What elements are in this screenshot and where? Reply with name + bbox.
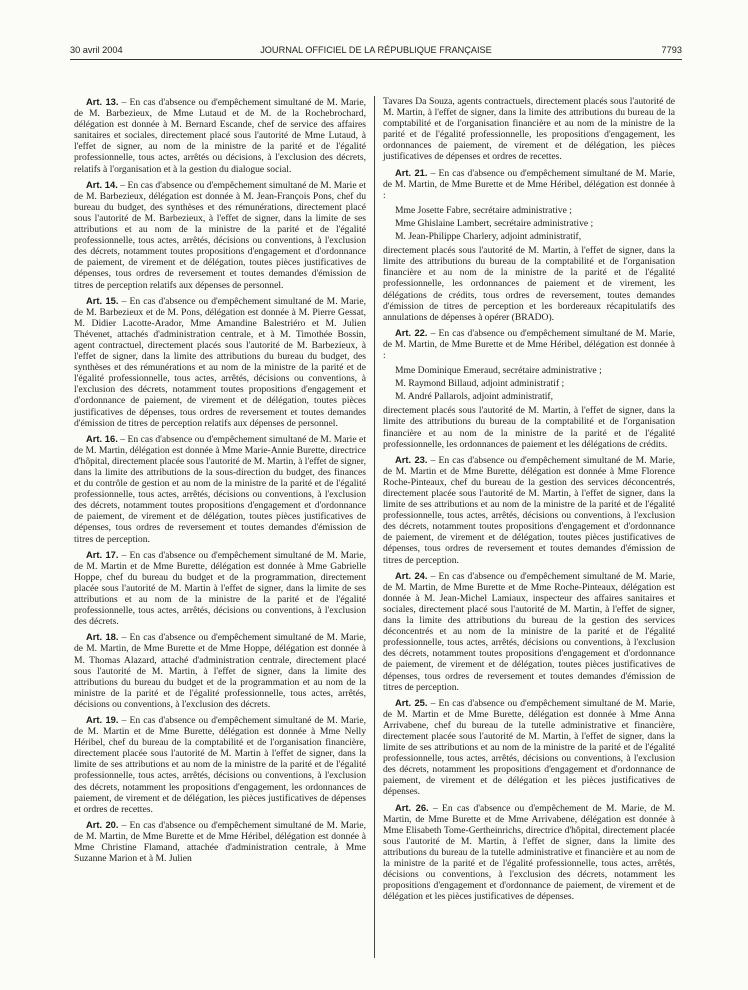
article-text: – En cas d'absence ou d'empêchement de M. Marie, de M. Martin, de Mme Burette et de Mme Arrivabene, délégation est donnée à Mme Elisabeth Tome-Gertheinrichs, directrice d'hôpital, directement placée sous l'autorité de M. Martin, à l'effet de signer, dans la limite des attributions du bureau de la tutelle administrative et financière et au nom de la ministre de la parité et de l'égalité professionnelle, tous actes, arrêtés, décisions ou conventions, à l'exclusion des décrets, notamment les propositions d'engagement et d'ordonnance de paiement, de virement et de délégation et les pièces justificatives de dépenses. xyxy=(383,802,675,903)
article-text: – En cas d'absence ou d'empêchement simultané de M. Marie, de M. Martin, de Mme Burette et de Mme Héribel, délégation est donnée à Mme Christine Flamand, attachée d'administration centrale, à Mme Suzanne Marion et à M. Julien xyxy=(74,819,366,865)
article-text: – En cas d'absence ou d'empêchement simultané de M. Marie et de M. Barbezieux, délégation est donnée à M. Jean-François Pons, chef du bureau du budget, des synthèses et des rémunérations, directement placé sous l'autorité de M. Barbezieux, à l'effet de signer, dans la limite de ses attributions et au nom de la ministre de la parité et de l'égalité professionnelle, tous actes, arrêtés, décisions ou conventions, à l'exclusion des décrets, notamment toutes propositions d'engagement et d'ordonnance de paiement, de virement et de délégation, toutes pièces justificatives de dépenses, tous ordres de reversement et toutes demandes d'émission de titres de perception relatifs aux dépenses de personnel. xyxy=(74,179,366,291)
article-paragraph xyxy=(74,631,366,710)
article-text: – En cas d'absence ou d'empêchement simultané de M. Marie, de M. Martin et de Mme Burette, délégation est donnée à Mme Florence Roche-Pinteaux, chef du bureau de la gestion des services déconcentrés, directement placée sous l'autorité de M. Martin, à l'effet de signer, dans la limite de ses attributions et au nom de la ministre de la parité et de l'égalité professionnelle, tous actes, arrêtés, décisions ou conventions, à l'exclusion des décrets, notamment toutes propositions d'engagement et d'ordonnance de paiement, de virement et de délégation, toutes pièces justificatives de dépenses, tous ordres de reversement et toutes demandes d'émission de titres de perception. xyxy=(383,454,675,566)
article-paragraph xyxy=(74,295,366,429)
article-paragraph xyxy=(383,327,675,361)
article-text: – En cas d'absence ou d'empêchement simultané de M. Marie, de M. Martin, de Mme Burette et de Mme Roche-Pinteaux, délégation est donnée à M. Jean-Michel Lamiaux, inspecteur des affaires sanitaires et sociales, directement placé sous l'autorité de M. Martin, à l'effet de signer, dans la limite des attributions du bureau de la gestion des services déconcentrés et au nom de la ministre de la parité et de l'égalité professionnelle, tous actes, arrêtés, décisions ou conventions, à l'exclusion des décrets, notamment toutes propositions d'engagement et d'ordonnance de paiement, de virement et de délégation, toutes pièces justificatives de dépenses, tous ordres de reversement et toutes demandes d'émission de titres de perception. xyxy=(383,570,675,693)
delegate-list-item: M. Raymond Billaud, adjoint administratif ; xyxy=(395,378,565,390)
article-number: Art. 14. xyxy=(86,178,118,190)
article-number: Art. 26. xyxy=(395,801,429,813)
article-paragraph xyxy=(74,549,366,628)
continued-paragraph: directement placés sous l'autorité de M. Martin, à l'effet de signer, dans la limite des attributions du bureau de la comptabilité et de l'organisation financière et au nom de la ministre de la parité et de l'égalité professionnelle, les ordonnances de paiement et de virement, les délégations de crédits, tous ordres de reversement, toutes demandes d'émission de titres de perception et les bordereaux récapitulatifs des annulations de dépenses à opérer (BRADO). xyxy=(383,245,675,323)
article-text: – En cas d'absence ou d'empêchement simultané de M. Marie, de M. Martin, de Mme Burette et de Mme Hoppe, délégation est donnée à M. Thomas Alazard, attaché d'administration centrale, directement placé sous l'autorité de M. Martin, à l'effet de signer, dans la limite des attributions du bureau du budget et de la programmation et au nom de la ministre de la parité et de l'égalité professionnelle, tous actes, arrêtés, décisions ou conventions, à l'exclusion des décrets. xyxy=(74,632,366,710)
delegate-list-item: M. Jean-Philippe Charlery, adjoint administratif, xyxy=(395,231,582,243)
article-paragraph xyxy=(383,697,675,798)
article-number: Art. 16. xyxy=(86,432,118,444)
article-paragraph xyxy=(74,179,366,291)
article-text: – En cas d'absence ou d'empêchement simultané de M. Marie, de M. Martin et de Mme Burette, délégation est donnée à Mme Nelly Héribel, chef du bureau de la comptabilité et de l'organisation financière, directement placée sous l'autorité de M. Martin à l'effet de signer, dans la limite de ses attributions et au nom de la ministre de la parité et de l'égalité professionnelle, tous actes, arrêtés, décisions ou conventions, à l'exclusion des décrets, notamment les propositions d'engagement, les ordonnances de paiement, de virement et de délégation, les pièces justificatives de dépenses et ordres de recettes. xyxy=(74,714,366,815)
delegate-list-item: Mme Ghislaine Lambert, secrétaire administrative ; xyxy=(395,217,594,229)
article-number: Art. 20. xyxy=(86,818,119,830)
article-paragraph xyxy=(383,570,675,693)
header-title: JOURNAL OFFICIEL DE LA RÉPUBLIQUE FRANÇAISE xyxy=(260,45,492,55)
left-column xyxy=(74,96,366,868)
article-paragraph xyxy=(383,167,675,201)
article-text: – En cas d'absence ou d'empêchement simultané de M. Marie, de M. Martin, de Mme Burette et de Mme Héribel, délégation est donnée à : xyxy=(383,327,675,361)
article-number: Art. 13. xyxy=(86,96,119,107)
article-number: Art. 23. xyxy=(395,453,428,465)
article-paragraph xyxy=(74,96,366,175)
article-paragraph xyxy=(74,433,366,545)
header-rule xyxy=(70,59,682,60)
delegate-list-item: Mme Dominique Emeraud, secrétaire administrative ; xyxy=(395,365,602,377)
delegate-list-item: M. André Pallarols, adjoint administratif, xyxy=(395,391,554,403)
article-text: – En cas d'absence ou d'empêchement simultané de M. Marie, de M. Martin et de Mme Burette, délégation est donnée à Mme Anna Arrivabene, chef du bureau de la tutelle administrative et financière, directement placée sous l'autorité de M. Martin, à l'effet de signer, dans la limite de ses attributions et au nom de la ministre de la parité et de l'égalité professionnelle, tous actes, arrêtés, décisions ou conventions, à l'exclusion des décrets, notamment les propositions d'engagement et d'ordonnance de paiement, de virement et de délégation et les pièces justificatives de dépenses. xyxy=(383,697,675,798)
article-text: – En cas d'absence ou d'empêchement simultané de M. Marie et de M. Martin, délégation est donnée à Mme Marie-Annie Burette, directrice d'hôpital, directement placée sous l'autorité de M. Martin, à l'effet de signer, dans la limite des attributions de la sous-direction du budget, des finances et du contrôle de gestion et au nom de la ministre de la parité et de l'égalité professionnelle, tous actes, arrêtés, décisions ou conventions, à l'exclusion des décrets, notamment toutes propositions d'engagement et d'ordonnance de paiement, de virement et de délégation, toutes pièces justificatives de dépenses, tous ordres de reversement et toutes demandes d'émission de titres de perception. xyxy=(74,433,366,545)
article-number: Art. 25. xyxy=(395,696,428,708)
article-text: – En cas d'absence ou d'empêchement simultané de M. Marie, de M. Barbezieux, de Mme Lutaud et de M. de la Rochebrochard, délégation est donnée à M. Bernard Escande, chef de service des affaires sanitaires et sociales, directement placé sous l'autorité de Mme Lutaud, à l'effet de signer, au nom de la ministre de la parité et de l'égalité professionnelle, tous actes, arrêtés ou décisions, à l'exclusion des décrets, relatifs à l'organisation et à la gestion du dialogue social. xyxy=(74,97,366,175)
article-text: – En cas d'absence ou d'empêchement simultané de M. Marie, de M. Barbezieux et de M. Pons, délégation est donnée à M. Pierre Gessat, M. Didier Lacotte-Arador, Mme Amandine Balestriéro et M. Julien Thévenet, attachés d'administration centrale, et à M. Timothée Bossin, agent contractuel, directement placés sous l'autorité de M. Barbezieux, à l'effet de signer, dans la limite des attributions du bureau du budget, des synthèses et des rémunérations et au nom de la ministre de la parité et de l'égalité professionnelle, tous actes, arrêtés, décisions ou conventions, à l'exclusion des décrets, notamment toutes propositions d'engagement et d'ordonnance de paiement, de virement et de délégation, toutes pièces justificatives de dépenses, tous ordres de reversement et toutes demandes d'émission de titres de perception relatifs aux dépenses de personnel. xyxy=(74,295,366,429)
delegate-list-item: Mme Josette Fabre, secrétaire administrative ; xyxy=(395,204,572,216)
article-number: Art. 18. xyxy=(86,631,119,643)
article-paragraph xyxy=(383,802,675,903)
article-text: – En cas d'absence ou d'empêchement simultané de M. Marie, de M. Martin et de Mme Burette, délégation est donnée à Mme Gabrielle Hoppe, chef du bureau du budget et de la programmation, directement placée sous l'autorité de M. Martin à l'effet de signer, dans la limite de ses attributions et au nom de la ministre de la parité et de l'égalité professionnelle, tous actes, arrêtés, décisions ou conventions, à l'exclusion des décrets. xyxy=(74,549,366,628)
right-column xyxy=(383,96,675,906)
column-divider xyxy=(374,96,375,958)
article-text: – En cas d'absence ou d'empêchement simultané de M. Marie, de M. Martin, de Mme Burette et de Mme Héribel, délégation est donnée à : xyxy=(383,167,675,201)
page-header xyxy=(70,45,682,59)
article-number: Art. 15. xyxy=(86,294,119,306)
article-paragraph xyxy=(74,714,366,815)
article-number: Art. 24. xyxy=(395,569,428,581)
article-number: Art. 22. xyxy=(395,326,428,338)
article-number: Art. 21. xyxy=(395,166,428,178)
header-date: 30 avril 2004 xyxy=(70,45,123,55)
article-number: Art. 17. xyxy=(86,548,119,560)
continued-paragraph: Tavares Da Souza, agents contractuels, directement placés sous l'autorité de M. Martin, à l'effet de signer, dans la limite des attributions du bureau de la comptabilité et de l'organisation financière et au nom de la ministre de la parité et de l'égalité professionnelle, les propositions d'engagement, les ordonnances de paiement, de virement et de délégation, les pièces justificatives de dépenses et ordres de recettes. xyxy=(383,96,675,163)
article-paragraph xyxy=(74,819,366,864)
page-number: 7793 xyxy=(661,45,682,55)
article-number: Art. 19. xyxy=(86,713,119,725)
article-paragraph xyxy=(383,454,675,566)
continued-paragraph: directement placés sous l'autorité de M. Martin, à l'effet de signer, dans la limite des attributions du bureau de la comptabilité et de l'organisation financière et au nom de la ministre de la parité et de l'égalité professionnelle, les ordonnances de paiement et les délégations de crédits. xyxy=(383,405,675,450)
